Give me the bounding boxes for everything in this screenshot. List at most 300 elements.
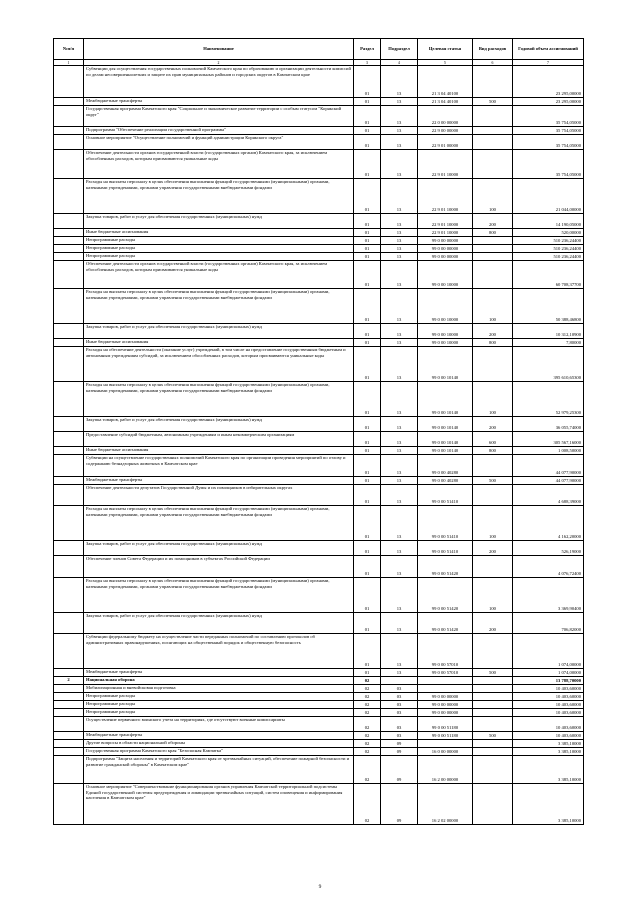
table-row <box>54 685 584 693</box>
subsection-cell: 13 <box>381 339 418 347</box>
table-row <box>54 740 584 748</box>
amount-cell: 35 754,05000 <box>513 150 584 179</box>
expense-type-cell <box>473 485 513 506</box>
header-cell: Годовой объем ассигнований <box>513 39 584 60</box>
table-row <box>54 693 584 701</box>
expense-type-cell <box>473 253 513 261</box>
target-article-cell: 21 3 04 40100 <box>418 98 473 106</box>
section-cell: 01 <box>354 417 381 432</box>
table-row <box>54 289 584 324</box>
amount-cell: 13 788,70000 <box>513 677 584 685</box>
table-row <box>54 135 584 150</box>
target-article-cell: 99 0 00 57010 <box>418 669 473 677</box>
row-number-cell <box>54 339 84 347</box>
table-row <box>54 677 584 685</box>
table-row <box>54 127 584 135</box>
subsection-cell: 13 <box>381 324 418 339</box>
table-row <box>54 613 584 634</box>
column-number: 6 <box>473 60 513 66</box>
table-row <box>54 556 584 578</box>
row-number-cell <box>54 485 84 506</box>
section-cell: 02 <box>354 717 381 732</box>
section-cell: 01 <box>354 556 381 578</box>
subsection-cell: 13 <box>381 556 418 578</box>
amount-cell: 7,80000 <box>513 339 584 347</box>
expense-type-cell <box>473 150 513 179</box>
section-cell: 02 <box>354 732 381 740</box>
row-number-cell: 2 <box>54 677 84 685</box>
item-name-cell: Иные бюджетные ассигнования <box>84 447 354 455</box>
target-article-cell: 99 0 00 40280 <box>418 477 473 485</box>
section-cell: 01 <box>354 150 381 179</box>
target-article-cell: 16 0 00 00000 <box>418 748 473 756</box>
subsection-cell: 09 <box>381 784 418 825</box>
target-article-cell: 99 0 00 00000 <box>418 701 473 709</box>
header-cell: Подраздел <box>381 39 418 60</box>
section-cell: 01 <box>354 578 381 613</box>
item-name-cell: Межбюджетные трансферты <box>84 477 354 485</box>
subsection-cell: 13 <box>381 455 418 477</box>
amount-cell: 3 369,90400 <box>513 578 584 613</box>
amount-cell: 23 295,00000 <box>513 98 584 106</box>
row-number-cell <box>54 477 84 485</box>
item-name-cell: Подпрограмма "Защита населения и территорий Камчатского края от чрезвычайных ситуаций, обеспечение пожарной безопасности и развитие гражданской обороны" в Камчатском крае" <box>84 756 354 784</box>
item-name-cell: Межбюджетные трансферты <box>84 732 354 740</box>
amount-cell: 4 688,39000 <box>513 485 584 506</box>
section-cell: 02 <box>354 677 381 685</box>
expense-type-cell <box>473 784 513 825</box>
section-cell: 01 <box>354 669 381 677</box>
target-article-cell: 22 9 01 10000 <box>418 229 473 237</box>
item-name-cell: Основное мероприятие "Совершенствование функционирования органов управления Камчатской территориальной подсистемы Единой государственной системы предупреждения и ликвидации чрезвычайных ситуаций, систем оповещения и информирования населения в Камчатском крае" <box>84 784 354 825</box>
subsection-cell: 13 <box>381 447 418 455</box>
section-cell: 02 <box>354 784 381 825</box>
row-number-cell <box>54 634 84 669</box>
section-cell: 01 <box>354 432 381 447</box>
section-cell: 01 <box>354 135 381 150</box>
amount-cell: 510 236,24400 <box>513 245 584 253</box>
amount-cell: 35 754,05000 <box>513 106 584 127</box>
item-name-cell: Непрограммные расходы <box>84 701 354 709</box>
target-article-cell: 99 0 00 51180 <box>418 732 473 740</box>
target-article-cell: 99 0 00 57010 <box>418 634 473 669</box>
item-name-cell: Государственная программа Камчатского края "Социальное и экономическое развитие территории с особым статусом "Корякский округ" <box>84 106 354 127</box>
item-name-cell: Предоставление субсидий бюджетным, автономным учреждениям и иным некоммерческим организациям <box>84 432 354 447</box>
section-cell: 02 <box>354 701 381 709</box>
table-row <box>54 756 584 784</box>
expense-type-cell: 200 <box>473 324 513 339</box>
amount-cell: 4 076,72400 <box>513 556 584 578</box>
target-article-cell: 22 9 01 10000 <box>418 150 473 179</box>
table-row <box>54 66 584 98</box>
target-article-cell: 99 0 00 10000 <box>418 261 473 289</box>
amount-cell: 10 403,60000 <box>513 693 584 701</box>
section-cell: 01 <box>354 66 381 98</box>
section-cell: 01 <box>354 506 381 541</box>
table-row <box>54 477 584 485</box>
expense-type-cell <box>473 106 513 127</box>
target-article-cell: 22 9 01 10000 <box>418 214 473 229</box>
amount-cell: 10 403,60000 <box>513 701 584 709</box>
section-cell: 02 <box>354 756 381 784</box>
subsection-cell: 13 <box>381 417 418 432</box>
section-cell: 01 <box>354 237 381 245</box>
target-article-cell: 99 0 00 51410 <box>418 485 473 506</box>
section-cell: 01 <box>354 214 381 229</box>
row-number-cell <box>54 756 84 784</box>
row-number-cell <box>54 432 84 447</box>
amount-cell: 520,00000 <box>513 229 584 237</box>
row-number-cell <box>54 506 84 541</box>
header-cell: Целевая статья <box>418 39 473 60</box>
table-row <box>54 382 584 417</box>
table-row <box>54 150 584 179</box>
target-article-cell: 22 9 01 00000 <box>418 135 473 150</box>
row-number-cell <box>54 455 84 477</box>
section-cell: 01 <box>354 485 381 506</box>
expense-type-cell: 800 <box>473 447 513 455</box>
item-name-cell: Мобилизационная и вневойсковая подготовка <box>84 685 354 693</box>
budget-table <box>53 38 584 825</box>
table-row <box>54 432 584 447</box>
expense-type-cell <box>473 245 513 253</box>
expense-type-cell: 500 <box>473 477 513 485</box>
amount-cell: 4 162,20000 <box>513 506 584 541</box>
expense-type-cell <box>473 127 513 135</box>
amount-cell: 21 044,00000 <box>513 179 584 214</box>
row-number-cell <box>54 179 84 214</box>
row-number-cell <box>54 701 84 709</box>
section-cell: 02 <box>354 740 381 748</box>
target-article-cell: 99 0 00 51420 <box>418 613 473 634</box>
subsection-cell: 13 <box>381 289 418 324</box>
item-name-cell: Расходы на выплаты персоналу в целях обеспечения выполнения функций государственными (муниципальными) органами, казенными учреждениями, органами управления государственными внебюджетными фондами <box>84 289 354 324</box>
subsection-cell: 13 <box>381 253 418 261</box>
row-number-cell <box>54 613 84 634</box>
expense-type-cell: 500 <box>473 669 513 677</box>
item-name-cell: Непрограммные расходы <box>84 709 354 717</box>
section-cell: 02 <box>354 685 381 693</box>
amount-cell: 3 385,10000 <box>513 740 584 748</box>
subsection-cell: 13 <box>381 634 418 669</box>
amount-cell: 1 074,00000 <box>513 634 584 669</box>
amount-cell: 3 385,10000 <box>513 784 584 825</box>
expense-type-cell: 200 <box>473 214 513 229</box>
subsection-cell: 13 <box>381 150 418 179</box>
expense-type-cell <box>473 693 513 701</box>
subsection-cell: 13 <box>381 179 418 214</box>
subsection-cell: 13 <box>381 214 418 229</box>
subsection-cell: 13 <box>381 432 418 447</box>
target-article-cell: 22 0 00 00000 <box>418 106 473 127</box>
expense-type-cell: 500 <box>473 732 513 740</box>
section-cell: 01 <box>354 382 381 417</box>
table-row <box>54 485 584 506</box>
table-row <box>54 98 584 106</box>
target-article-cell: 99 0 00 00000 <box>418 253 473 261</box>
subsection-cell: 13 <box>381 477 418 485</box>
expense-type-cell: 200 <box>473 541 513 556</box>
item-name-cell: Расходы на обеспечение деятельности (оказание услуг) учреждений, в том числе на предоставление государственным бюджетным и автономным учреждениям субсидий, за исключением обособленных расходов, которым присваиваются уникальные коды <box>84 347 354 382</box>
amount-cell: 44 077,90000 <box>513 455 584 477</box>
table-row <box>54 748 584 756</box>
target-article-cell: 99 0 00 51180 <box>418 717 473 732</box>
section-cell: 01 <box>354 541 381 556</box>
row-number-cell <box>54 289 84 324</box>
expense-type-cell: 100 <box>473 382 513 417</box>
subsection-cell: 09 <box>381 740 418 748</box>
target-article-cell: 99 0 00 10140 <box>418 347 473 382</box>
table-row <box>54 179 584 214</box>
expense-type-cell: 100 <box>473 578 513 613</box>
item-name-cell: Закупка товаров, работ и услуг для обеспечения государственных (муниципальных) нужд <box>84 324 354 339</box>
expense-type-cell <box>473 347 513 382</box>
item-name-cell: Межбюджетные трансферты <box>84 98 354 106</box>
row-number-cell <box>54 578 84 613</box>
row-number-cell <box>54 261 84 289</box>
column-number: 1 <box>54 60 84 66</box>
column-number: 4 <box>381 60 418 66</box>
document-page <box>53 38 583 825</box>
table-header-row <box>54 39 584 60</box>
subsection-cell: 03 <box>381 717 418 732</box>
amount-cell: 10 403,60000 <box>513 709 584 717</box>
amount-cell: 36 055,74000 <box>513 417 584 432</box>
table-row <box>54 339 584 347</box>
header-cell: Наименование <box>84 39 354 60</box>
target-article-cell <box>418 740 473 748</box>
expense-type-cell: 500 <box>473 98 513 106</box>
subsection-cell: 03 <box>381 732 418 740</box>
subsection-cell: 13 <box>381 541 418 556</box>
amount-cell: 52 979,25300 <box>513 382 584 417</box>
amount-cell: 60 708,37700 <box>513 261 584 289</box>
row-number-cell <box>54 214 84 229</box>
column-number: 5 <box>418 60 473 66</box>
expense-type-cell: 100 <box>473 506 513 541</box>
target-article-cell: 99 0 00 00000 <box>418 245 473 253</box>
table-row <box>54 506 584 541</box>
table-row <box>54 732 584 740</box>
expense-type-cell <box>473 748 513 756</box>
target-article-cell <box>418 685 473 693</box>
item-name-cell: Непрограммные расходы <box>84 237 354 245</box>
subsection-cell: 13 <box>381 669 418 677</box>
row-number-cell <box>54 784 84 825</box>
table-row <box>54 324 584 339</box>
header-cell: Вид расходов <box>473 39 513 60</box>
amount-cell: 44 077,90000 <box>513 477 584 485</box>
section-cell: 01 <box>354 613 381 634</box>
column-number: 7 <box>513 60 584 66</box>
subsection-cell: 13 <box>381 106 418 127</box>
table-row <box>54 214 584 229</box>
row-number-cell <box>54 685 84 693</box>
section-cell: 01 <box>354 289 381 324</box>
item-name-cell: Подпрограмма "Обеспечение реализации государственной программы" <box>84 127 354 135</box>
item-name-cell: Межбюджетные трансферты <box>84 669 354 677</box>
subsection-cell: 03 <box>381 693 418 701</box>
table-row <box>54 253 584 261</box>
expense-type-cell <box>473 455 513 477</box>
item-name-cell: Обеспечение деятельности органов государственной власти (государственных органов) Камчатского края, за исключением обособленных расходов, которым присваиваются уникальные коды <box>84 261 354 289</box>
table-row <box>54 634 584 669</box>
column-number: 2 <box>84 60 354 66</box>
section-cell: 01 <box>354 253 381 261</box>
item-name-cell: Обеспечение деятельности органов государственной власти (государственных органов) Камчатского края, за исключением обособленных расходов, которым присваиваются уникальные коды <box>84 150 354 179</box>
row-number-cell <box>54 709 84 717</box>
section-cell: 02 <box>354 693 381 701</box>
expense-type-cell <box>473 66 513 98</box>
target-article-cell: 99 0 00 10000 <box>418 339 473 347</box>
table-row <box>54 417 584 432</box>
item-name-cell: Субвенции для осуществления государственных полномочий Камчатского края по образованию и организации деятельности комиссий по делам несовершеннолетних и защите их прав муниципальных районов и городских округов в Камчатском крае <box>84 66 354 98</box>
expense-type-cell: 600 <box>473 432 513 447</box>
target-article-cell: 16 2 00 00000 <box>418 756 473 784</box>
expense-type-cell: 200 <box>473 613 513 634</box>
expense-type-cell: 100 <box>473 289 513 324</box>
target-article-cell: 16 2 02 00000 <box>418 784 473 825</box>
expense-type-cell <box>473 717 513 732</box>
row-number-cell <box>54 127 84 135</box>
expense-type-cell <box>473 135 513 150</box>
item-name-cell: Расходы на выплаты персоналу в целях обеспечения выполнения функций государственными (муниципальными) органами, казенными учреждениями, органами управления государственными внебюджетными фондами <box>84 578 354 613</box>
subsection-cell: 13 <box>381 98 418 106</box>
item-name-cell: Расходы на выплаты персоналу в целях обеспечения выполнения функций государственными (муниципальными) органами, казенными учреждениями, органами управления государственными внебюджетными фондами <box>84 179 354 214</box>
item-name-cell: Расходы на выплаты персоналу в целях обеспечения выполнения функций государственными (муниципальными) органами, казенными учреждениями, органами управления государственными внебюджетными фондами <box>84 506 354 541</box>
target-article-cell: 99 0 00 00000 <box>418 237 473 245</box>
row-number-cell <box>54 732 84 740</box>
row-number-cell <box>54 150 84 179</box>
section-cell: 01 <box>354 339 381 347</box>
subsection-cell: 13 <box>381 245 418 253</box>
item-name-cell: Субвенции федеральному бюджету на осуществление части переданных полномочий по составлению протоколов об административных правонарушениях, посягающих на общественный порядок и общественную безопасность <box>84 634 354 669</box>
amount-cell: 23 295,00000 <box>513 66 584 98</box>
subsection-cell: 13 <box>381 506 418 541</box>
subsection-cell: 03 <box>381 685 418 693</box>
target-article-cell: 99 0 00 40280 <box>418 455 473 477</box>
section-cell: 01 <box>354 127 381 135</box>
table-row <box>54 106 584 127</box>
subsection-cell: 03 <box>381 701 418 709</box>
item-name-cell: Осуществление первичного воинского учета на территориях, где отсутствуют военные комиссариаты <box>84 717 354 732</box>
row-number-cell <box>54 347 84 382</box>
row-number-cell <box>54 229 84 237</box>
row-number-cell <box>54 541 84 556</box>
expense-type-cell <box>473 756 513 784</box>
row-number-cell <box>54 717 84 732</box>
amount-cell: 35 754,05000 <box>513 135 584 150</box>
expense-type-cell <box>473 237 513 245</box>
amount-cell: 526,19000 <box>513 541 584 556</box>
table-body <box>54 66 584 825</box>
table-row <box>54 784 584 825</box>
item-name-cell: Иные бюджетные ассигнования <box>84 229 354 237</box>
row-number-cell <box>54 693 84 701</box>
section-cell: 02 <box>354 748 381 756</box>
item-name-cell: Другие вопросы в области национальной обороны <box>84 740 354 748</box>
target-article-cell: 99 0 00 10140 <box>418 447 473 455</box>
header-cell: Раздел <box>354 39 381 60</box>
row-number-cell <box>54 382 84 417</box>
expense-type-cell <box>473 261 513 289</box>
section-cell: 01 <box>354 455 381 477</box>
expense-type-cell <box>473 685 513 693</box>
row-number-cell <box>54 417 84 432</box>
subsection-cell: 13 <box>381 229 418 237</box>
amount-cell: 1 074,00000 <box>513 669 584 677</box>
section-cell: 01 <box>354 98 381 106</box>
row-number-cell <box>54 66 84 98</box>
table-row <box>54 669 584 677</box>
subsection-cell: 13 <box>381 613 418 634</box>
section-cell: 01 <box>354 477 381 485</box>
table-row <box>54 261 584 289</box>
item-name-cell: Обеспечение деятельности депутатов Государственной Думы и их помощников в избирательных округах <box>84 485 354 506</box>
expense-type-cell <box>473 677 513 685</box>
row-number-cell <box>54 447 84 455</box>
amount-cell: 35 754,05000 <box>513 127 584 135</box>
table-row <box>54 229 584 237</box>
target-article-cell: 99 0 00 51420 <box>418 578 473 613</box>
row-number-cell <box>54 245 84 253</box>
table-row <box>54 455 584 477</box>
item-name-cell: Непрограммные расходы <box>84 693 354 701</box>
amount-cell: 305 567,16000 <box>513 432 584 447</box>
page-number: 9 <box>318 884 322 890</box>
table-row <box>54 447 584 455</box>
item-name-cell: Закупка товаров, работ и услуг для обеспечения государственных (муниципальных) нужд <box>84 613 354 634</box>
subsection-cell: 13 <box>381 578 418 613</box>
table-row <box>54 717 584 732</box>
row-number-cell <box>54 135 84 150</box>
row-number-cell <box>54 106 84 127</box>
subsection-cell: 13 <box>381 237 418 245</box>
amount-cell: 395 610,65300 <box>513 347 584 382</box>
subsection-cell: 09 <box>381 756 418 784</box>
item-name-cell: Основное мероприятие "Осуществление полномочий и функций администрации Корякского округа" <box>84 135 354 150</box>
row-number-cell <box>54 740 84 748</box>
section-cell: 01 <box>354 447 381 455</box>
target-article-cell: 99 0 00 00000 <box>418 709 473 717</box>
target-article-cell: 22 9 01 10000 <box>418 179 473 214</box>
table-row <box>54 245 584 253</box>
column-number: 3 <box>354 60 381 66</box>
target-article-cell: 99 0 00 51410 <box>418 506 473 541</box>
subsection-cell: 13 <box>381 382 418 417</box>
section-cell: 01 <box>354 324 381 339</box>
table-row <box>54 709 584 717</box>
target-article-cell: 21 3 04 40100 <box>418 66 473 98</box>
item-name-cell: Непрограммные расходы <box>84 245 354 253</box>
row-number-cell <box>54 748 84 756</box>
section-cell: 01 <box>354 245 381 253</box>
subsection-cell: 03 <box>381 709 418 717</box>
target-article-cell <box>418 677 473 685</box>
expense-type-cell <box>473 701 513 709</box>
row-number-cell <box>54 324 84 339</box>
target-article-cell: 99 0 00 10000 <box>418 324 473 339</box>
amount-cell: 706,82000 <box>513 613 584 634</box>
item-name-cell: Непрограммные расходы <box>84 253 354 261</box>
amount-cell: 510 236,24400 <box>513 237 584 245</box>
table-row <box>54 701 584 709</box>
target-article-cell: 99 0 00 00000 <box>418 693 473 701</box>
target-article-cell: 99 0 00 10140 <box>418 417 473 432</box>
target-article-cell: 99 0 00 51420 <box>418 556 473 578</box>
row-number-cell <box>54 253 84 261</box>
amount-cell: 10 403,60000 <box>513 732 584 740</box>
